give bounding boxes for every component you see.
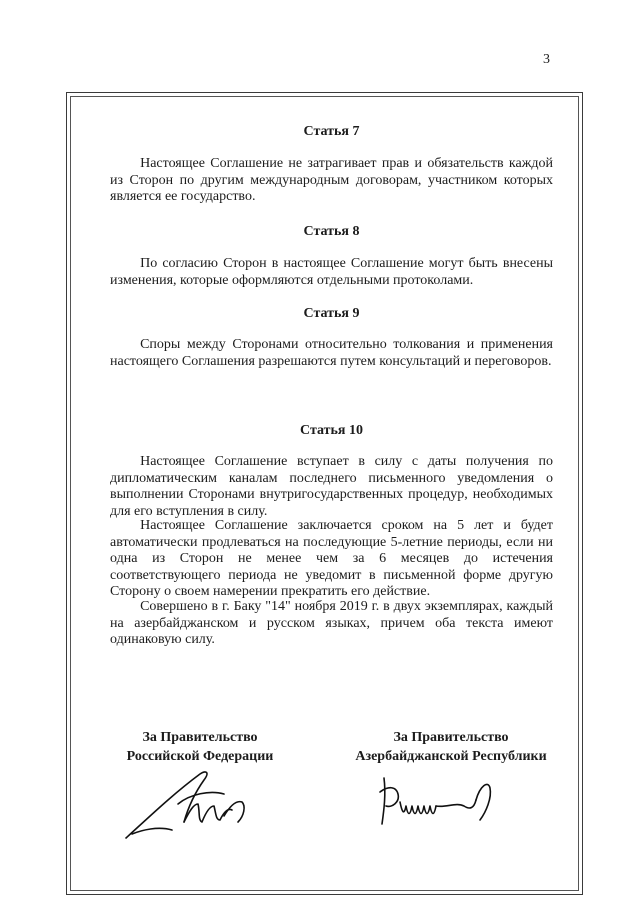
signature-russia — [118, 760, 258, 850]
article-10-paragraph-2: Настоящее Соглашение заключается сроком на 5 лет и будет автоматически продлеваться на последующие 5-летние периоды, если ни одна из Сторон не менее чем за 6 месяцев до истечения соответствующего периода не уведомит в письменной форме другую Сторону о своем намерении прекратить его действие. — [110, 518, 553, 599]
article-8-heading: Статья 8 — [303, 224, 360, 239]
page-number: 3 — [543, 52, 550, 67]
signatory-russia-line2: Российской Федерации — [126, 749, 274, 764]
article-10-heading: Статья 10 — [300, 423, 363, 438]
article-8-paragraph: По согласию Сторон в настоящее Соглашение могут быть внесены изменения, которые оформляются отдельными протоколами. — [110, 256, 553, 288]
article-10-paragraph-3: Совершено в г. Баку "14" ноября 2019 г. в двух экземплярах, каждый на азербайджанском и русском языках, причем оба текста имеют одинаковую силу. — [110, 599, 553, 647]
signatory-azerbaijan — [346, 728, 556, 766]
article-10-paragraph-1: Настоящее Соглашение вступает в силу с даты получения по дипломатическим каналам последнего письменного уведомления о выполнении Сторонами внутригосударственных процедур, необходимых для его вступления в силу. — [110, 454, 553, 519]
signatory-russia-line1: За Правительство — [142, 730, 258, 745]
signature-azerbaijan — [372, 772, 502, 842]
signatory-azerbaijan-line2: Азербайджанской Республики — [355, 749, 547, 764]
article-9-heading: Статья 9 — [303, 306, 360, 321]
article-7-heading: Статья 7 — [303, 124, 360, 139]
signatory-azerbaijan-line1: За Правительство — [393, 730, 509, 745]
article-9-paragraph: Споры между Сторонами относительно толкования и применения настоящего Соглашения разрешаются путем консультаций и переговоров. — [110, 337, 553, 369]
article-7-paragraph: Настоящее Соглашение не затрагивает прав и обязательств каждой из Сторон по другим международным договорам, участником которых является ее государство. — [110, 156, 553, 204]
